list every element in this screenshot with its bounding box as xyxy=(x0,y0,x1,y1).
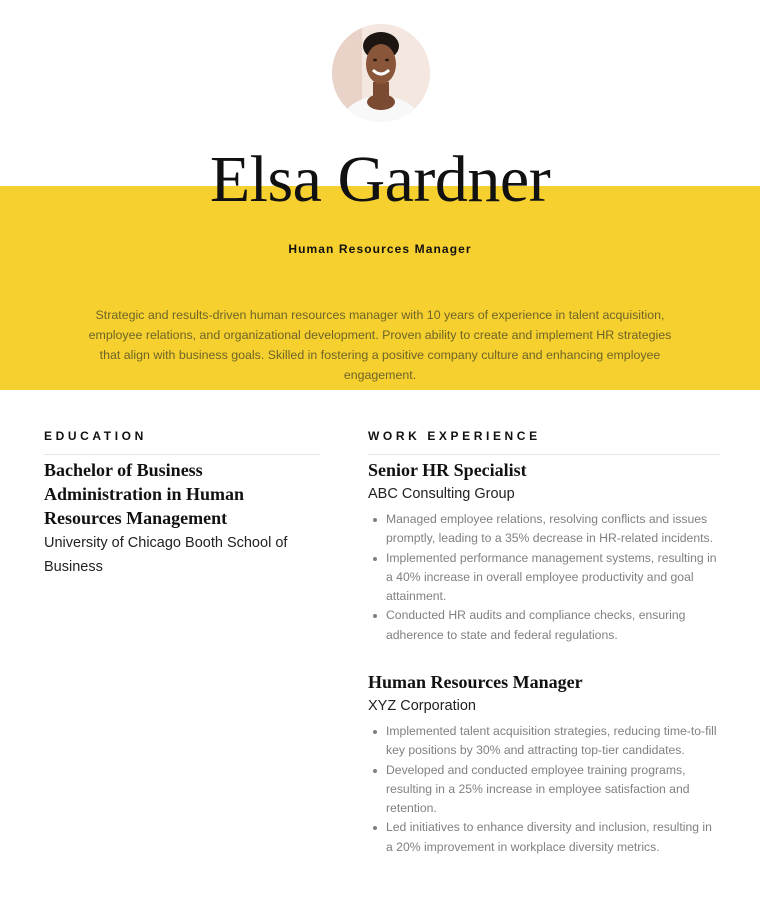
job-bullet: Developed and conducted employee training programs, resulting in a 25% increase in employee satisfaction and retention. xyxy=(386,761,720,819)
job-entry xyxy=(368,458,720,645)
profile-summary: Strategic and results-driven human resources manager with 10 years of experience in talent acquisition, employee relations, and organizational development. Proven ability to create and implement HR strategies that align with business goals. Skilled in fostering a positive company culture and enhancing employee engagement. xyxy=(88,308,672,382)
job-bullet: Led initiatives to enhance diversity and inclusion, resulting in a 20% improvement in workplace diversity metrics. xyxy=(386,818,720,857)
company-name: ABC Consulting Group xyxy=(368,486,515,502)
job-title: Senior HR Specialist xyxy=(368,460,527,480)
candidate-name: Elsa Gardner xyxy=(209,143,551,216)
job-bullet: Implemented talent acquisition strategies, reducing time-to-fill key positions by 30% and attracting top-tier candidates. xyxy=(386,722,720,761)
work-experience-heading: WORK EXPERIENCE xyxy=(368,429,720,455)
profile-photo xyxy=(332,24,430,122)
education-heading: EDUCATION xyxy=(44,429,320,455)
job-bullets xyxy=(368,510,720,645)
degree-title: Bachelor of Business Administration in Human Resources Management xyxy=(44,460,245,528)
job-entry xyxy=(368,670,720,857)
school-name: University of Chicago Booth School of Business xyxy=(44,535,288,575)
job-bullet: Managed employee relations, resolving conflicts and issues promptly, leading to a 35% decrease in HR-related incidents. xyxy=(386,510,720,549)
education-entry xyxy=(44,458,314,579)
avatar-portrait xyxy=(332,24,430,122)
job-bullet: Implemented performance management systems, resulting in a 40% increase in overall employee productivity and goal attainment. xyxy=(386,549,720,607)
job-bullets xyxy=(368,722,720,857)
job-bullet: Conducted HR audits and compliance checks, ensuring adherence to state and federal regulations. xyxy=(386,606,720,645)
company-name: XYZ Corporation xyxy=(368,698,476,714)
job-role: Human Resources Manager xyxy=(288,242,472,256)
job-title: Human Resources Manager xyxy=(368,672,583,692)
